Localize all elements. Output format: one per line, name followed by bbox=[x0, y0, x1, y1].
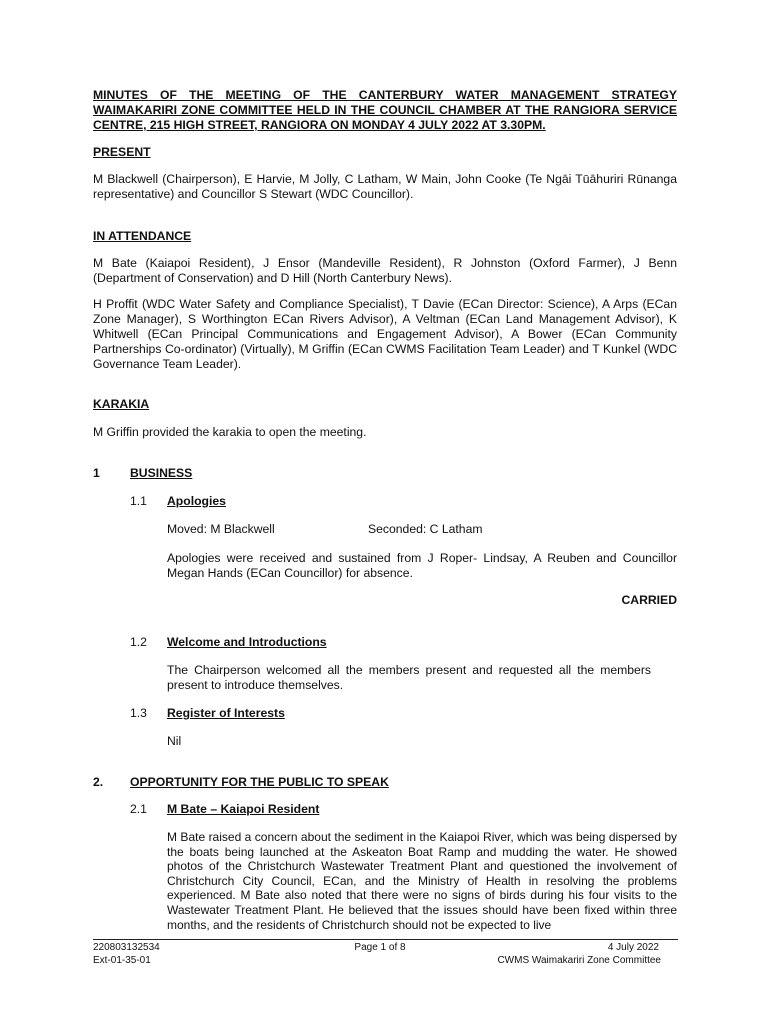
minutes-title: MINUTES OF THE MEETING OF THE CANTERBURY WATER MANAGEMENT STRATEGY WAIMAKARIRI ZONE COMMITTEE HELD IN THE COUNCIL CHAMBER AT THE RANGIORA SERVICE CENTRE, 215 HIGH STREET, RANGIORA ON MONDAY 4 JULY 2022 AT 3.30PM. bbox=[93, 88, 677, 132]
section-1-number: 1 bbox=[93, 466, 100, 480]
item-1-3-heading: Register of Interests bbox=[167, 706, 285, 720]
karakia-heading: KARAKIA bbox=[93, 397, 150, 411]
footer-divider bbox=[93, 939, 678, 940]
item-1-1-heading: Apologies bbox=[167, 494, 226, 508]
section-2-heading: OPPORTUNITY FOR THE PUBLIC TO SPEAK bbox=[130, 775, 389, 789]
seconded-by: Seconded: C Latham bbox=[368, 522, 483, 536]
item-2-1-heading: M Bate – Kaiapoi Resident bbox=[167, 802, 320, 816]
footer-page-number: Page 1 of 8 bbox=[354, 942, 406, 953]
welcome-text: The Chairperson welcomed all the members present and requested all the members present to introduce themselves. bbox=[167, 663, 651, 692]
register-text: Nil bbox=[167, 734, 182, 748]
present-heading: PRESENT bbox=[93, 145, 151, 159]
attendance-para-1: M Bate (Kaiapoi Resident), J Ensor (Mandeville Resident), R Johnston (Oxford Farmer), J Benn (Department of Conservation) and D Hill (North Canterbury News). bbox=[93, 256, 677, 285]
karakia-text: M Griffin provided the karakia to open the meeting. bbox=[93, 425, 367, 439]
footer-ref: Ext-01-35-01 bbox=[93, 955, 151, 966]
footer-doc-id: 220803132534 bbox=[93, 942, 160, 953]
item-1-2-number: 1.2 bbox=[130, 635, 147, 649]
item-1-2-heading: Welcome and Introductions bbox=[167, 635, 327, 649]
moved-by: Moved: M Blackwell bbox=[167, 522, 275, 536]
section-1-heading: BUSINESS bbox=[130, 466, 193, 480]
attendance-para-2: H Proffit (WDC Water Safety and Compliance Specialist), T Davie (ECan Director: Science), A Arps (ECan Zone Manager), S Worthington ECan Rivers Advisor), A Veltman (ECan Land Management Advisor), K Whitwell (ECan Principal Communications and Engagement Advisor), A Bower (ECan Community Partnerships Co-ordinator) (Virtually), M Griffin (ECan CWMS Facilitation Team Leader) and T Kunkel (WDC Governance Team Leader). bbox=[93, 297, 677, 371]
attendance-heading: IN ATTENDANCE bbox=[93, 229, 192, 243]
carried-label: CARRIED bbox=[621, 593, 677, 607]
apologies-text: Apologies were received and sustained from J Roper- Lindsay, A Reuben and Councillor Megan Hands (ECan Councillor) for absence. bbox=[167, 551, 677, 580]
footer-date: 4 July 2022 bbox=[607, 942, 659, 953]
present-text: M Blackwell (Chairperson), E Harvie, M Jolly, C Latham, W Main, John Cooke (Te Ngāi Tūāhuriri Rūnanga representative) and Councillor S Stewart (WDC Councillor). bbox=[93, 172, 677, 201]
section-2-number: 2. bbox=[93, 775, 104, 789]
footer-committee: CWMS Waimakariri Zone Committee bbox=[497, 955, 661, 966]
m-bate-text: M Bate raised a concern about the sediment in the Kaiapoi River, which was being dispersed by the boats being launched at the Askeaton Boat Ramp and mudding the water. He showed photos of the Christchurch Wastewater Treatment Plant and questioned the involvement of Christchurch City Council, ECan, and the Ministry of Health in resolving the problems experienced. M Bate also noted that there were no signs of birds during his four visits to the Wastewater Treatment Plant. He believed that the issues should have been fixed within three months, and the residents of Christchurch should not be expected to live bbox=[167, 830, 677, 932]
item-1-1-number: 1.1 bbox=[130, 494, 147, 508]
item-2-1-number: 2.1 bbox=[130, 802, 147, 816]
item-1-3-number: 1.3 bbox=[130, 706, 147, 720]
